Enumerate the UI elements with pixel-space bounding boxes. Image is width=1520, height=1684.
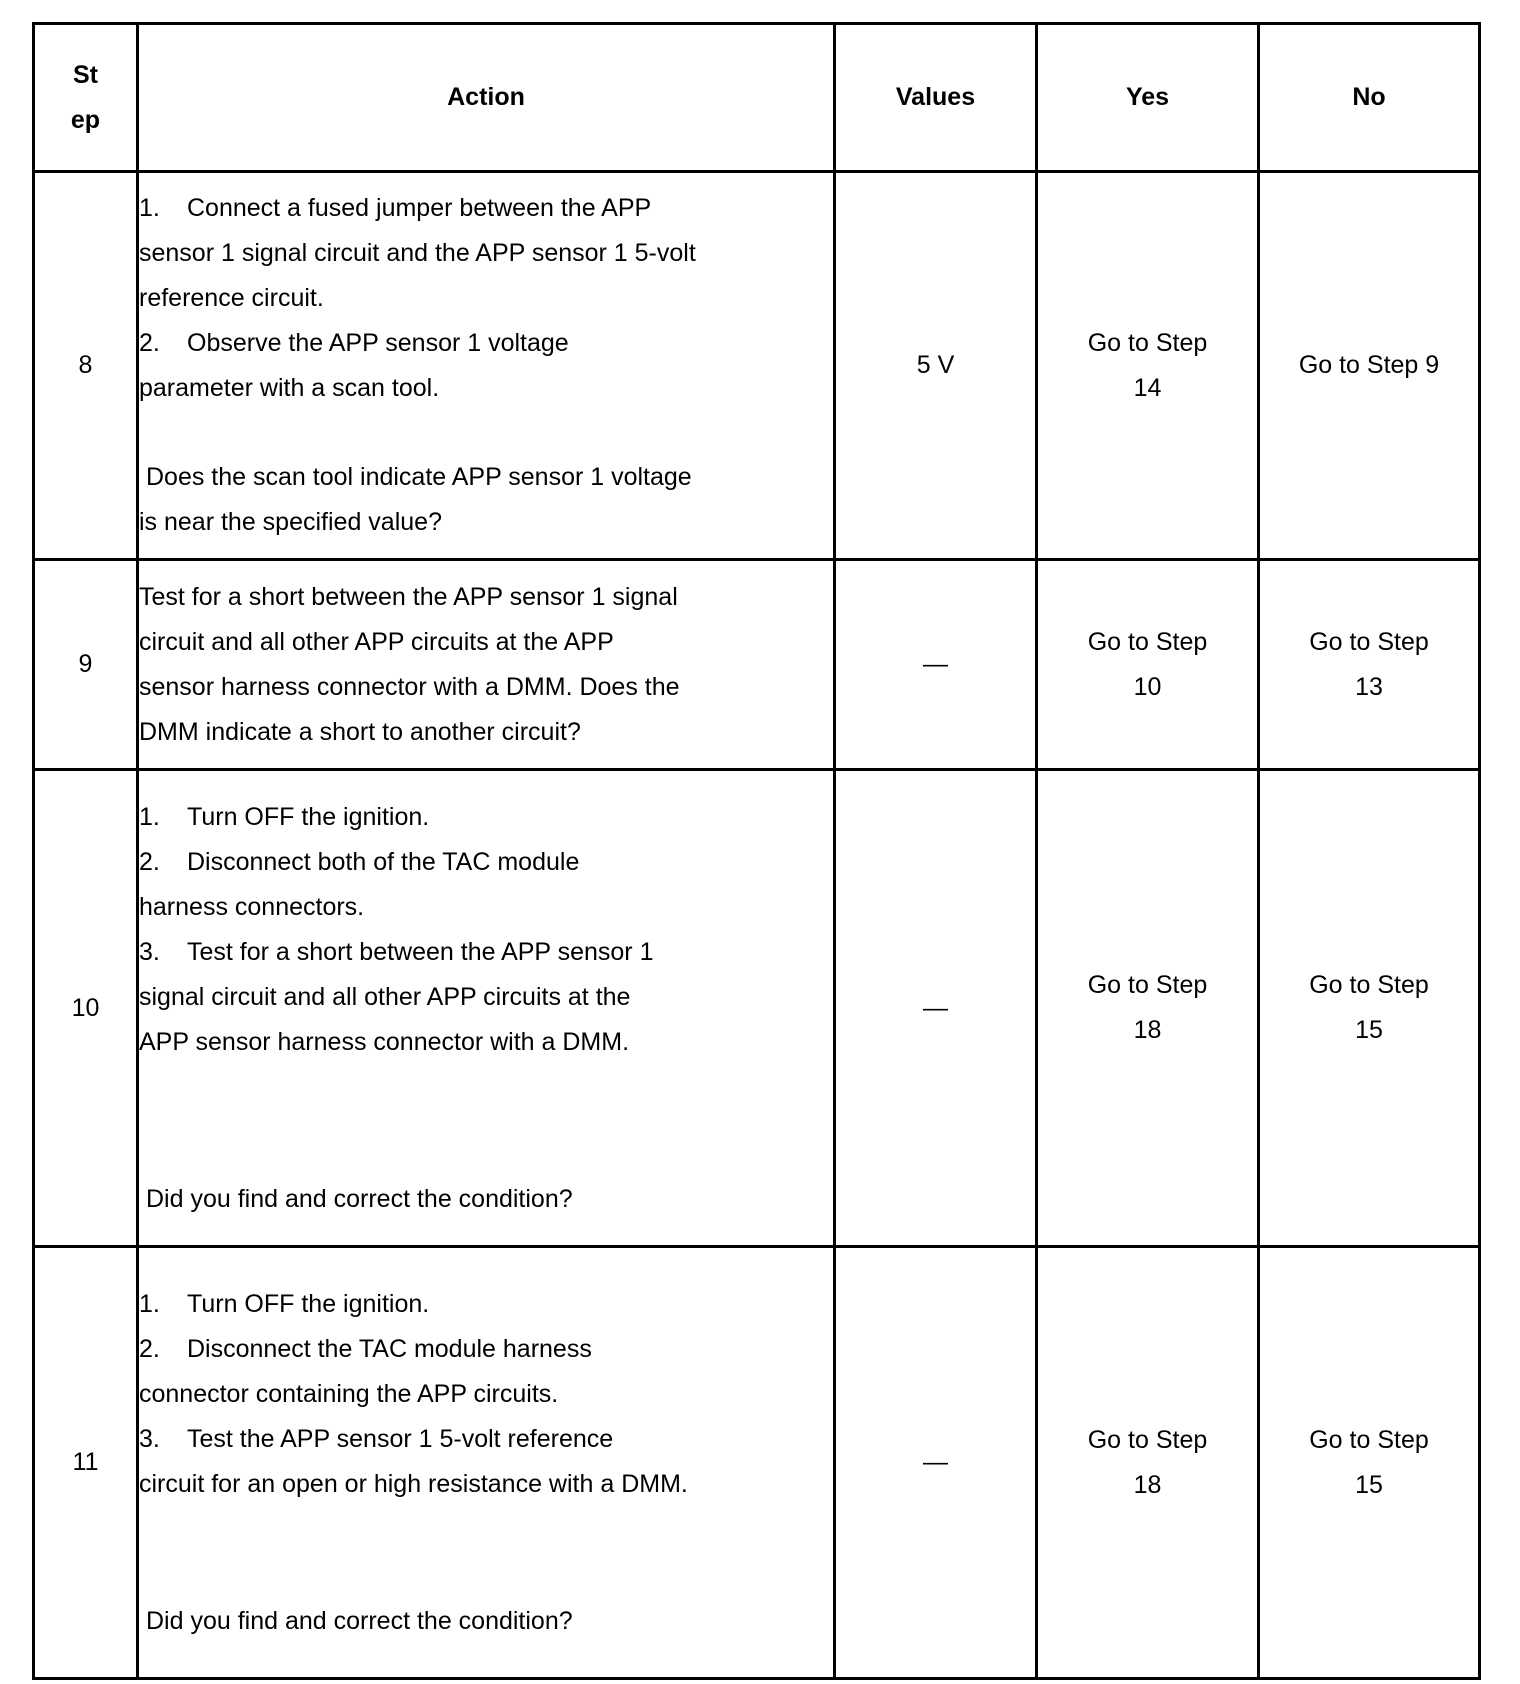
diagnostic-table [32, 22, 1481, 1680]
action-line: DMM indicate a short to another circuit? [139, 717, 581, 746]
action-question: Did you find and correct the condition? [146, 1606, 573, 1635]
action-line: 2. Observe the APP sensor 1 voltage [139, 329, 569, 357]
action-line: signal circuit and all other APP circuits at the [139, 982, 631, 1011]
table-row [34, 560, 1480, 770]
step-number: 11 [34, 1247, 138, 1679]
yes-cell: Go to Step 14 [1037, 172, 1259, 560]
header-no: No [1259, 24, 1480, 172]
table-row [34, 172, 1480, 560]
action-line: parameter with a scan tool. [139, 374, 440, 402]
action-question: is near the specified value? [139, 508, 442, 536]
action-cell [138, 770, 835, 1247]
no-cell: Go to Step 9 [1259, 172, 1480, 560]
action-line: 2. Disconnect the TAC module harness [139, 1334, 592, 1363]
header-values: Values [835, 24, 1037, 172]
action-cell [138, 560, 835, 770]
action-line: 1. Connect a fused jumper between the APP [139, 194, 652, 222]
table-row [34, 1247, 1480, 1679]
step-number: 9 [34, 560, 138, 770]
action-line: Test for a short between the APP sensor 1 signal [139, 582, 678, 611]
action-cell [138, 1247, 835, 1679]
yes-cell: Go to Step 18 [1037, 770, 1259, 1247]
action-line: reference circuit. [139, 284, 324, 312]
header-action: Action [138, 24, 835, 172]
action-line: sensor harness connector with a DMM. Does the [139, 672, 680, 701]
no-cell: Go to Step 15 [1259, 770, 1480, 1247]
value-cell: — [835, 560, 1037, 770]
action-question: Does the scan tool indicate APP sensor 1 voltage [146, 463, 692, 491]
action-line: circuit and all other APP circuits at the APP [139, 627, 614, 656]
step-number: 8 [34, 172, 138, 560]
action-line: harness connectors. [139, 892, 365, 921]
action-line: 3. Test for a short between the APP sensor 1 [139, 937, 654, 966]
header-step-line2: ep [70, 105, 101, 134]
header-row [34, 24, 1480, 172]
action-line: 1. Turn OFF the ignition. [139, 1289, 430, 1318]
action-line: circuit for an open or high resistance with a DMM. [139, 1469, 688, 1498]
table-row [34, 770, 1480, 1247]
action-line: sensor 1 signal circuit and the APP sensor 1 5-volt [139, 239, 696, 267]
step-number: 10 [34, 770, 138, 1247]
yes-cell: Go to Step 18 [1037, 1247, 1259, 1679]
header-yes: Yes [1037, 24, 1259, 172]
value-cell: — [835, 1247, 1037, 1679]
value-cell: — [835, 770, 1037, 1247]
action-line: 2. Disconnect both of the TAC module [139, 847, 580, 876]
value-cell: 5 V [835, 172, 1037, 560]
header-step [34, 24, 138, 172]
yes-cell: Go to Step 10 [1037, 560, 1259, 770]
action-line: 1. Turn OFF the ignition. [139, 802, 430, 831]
no-cell: Go to Step 13 [1259, 560, 1480, 770]
action-line: APP sensor harness connector with a DMM. [139, 1027, 630, 1056]
header-step-line1: St [73, 60, 98, 89]
action-cell [138, 172, 835, 560]
action-line: 3. Test the APP sensor 1 5-volt reference [139, 1424, 614, 1453]
no-cell: Go to Step 15 [1259, 1247, 1480, 1679]
action-line: connector containing the APP circuits. [139, 1379, 559, 1408]
action-question: Did you find and correct the condition? [146, 1184, 573, 1213]
